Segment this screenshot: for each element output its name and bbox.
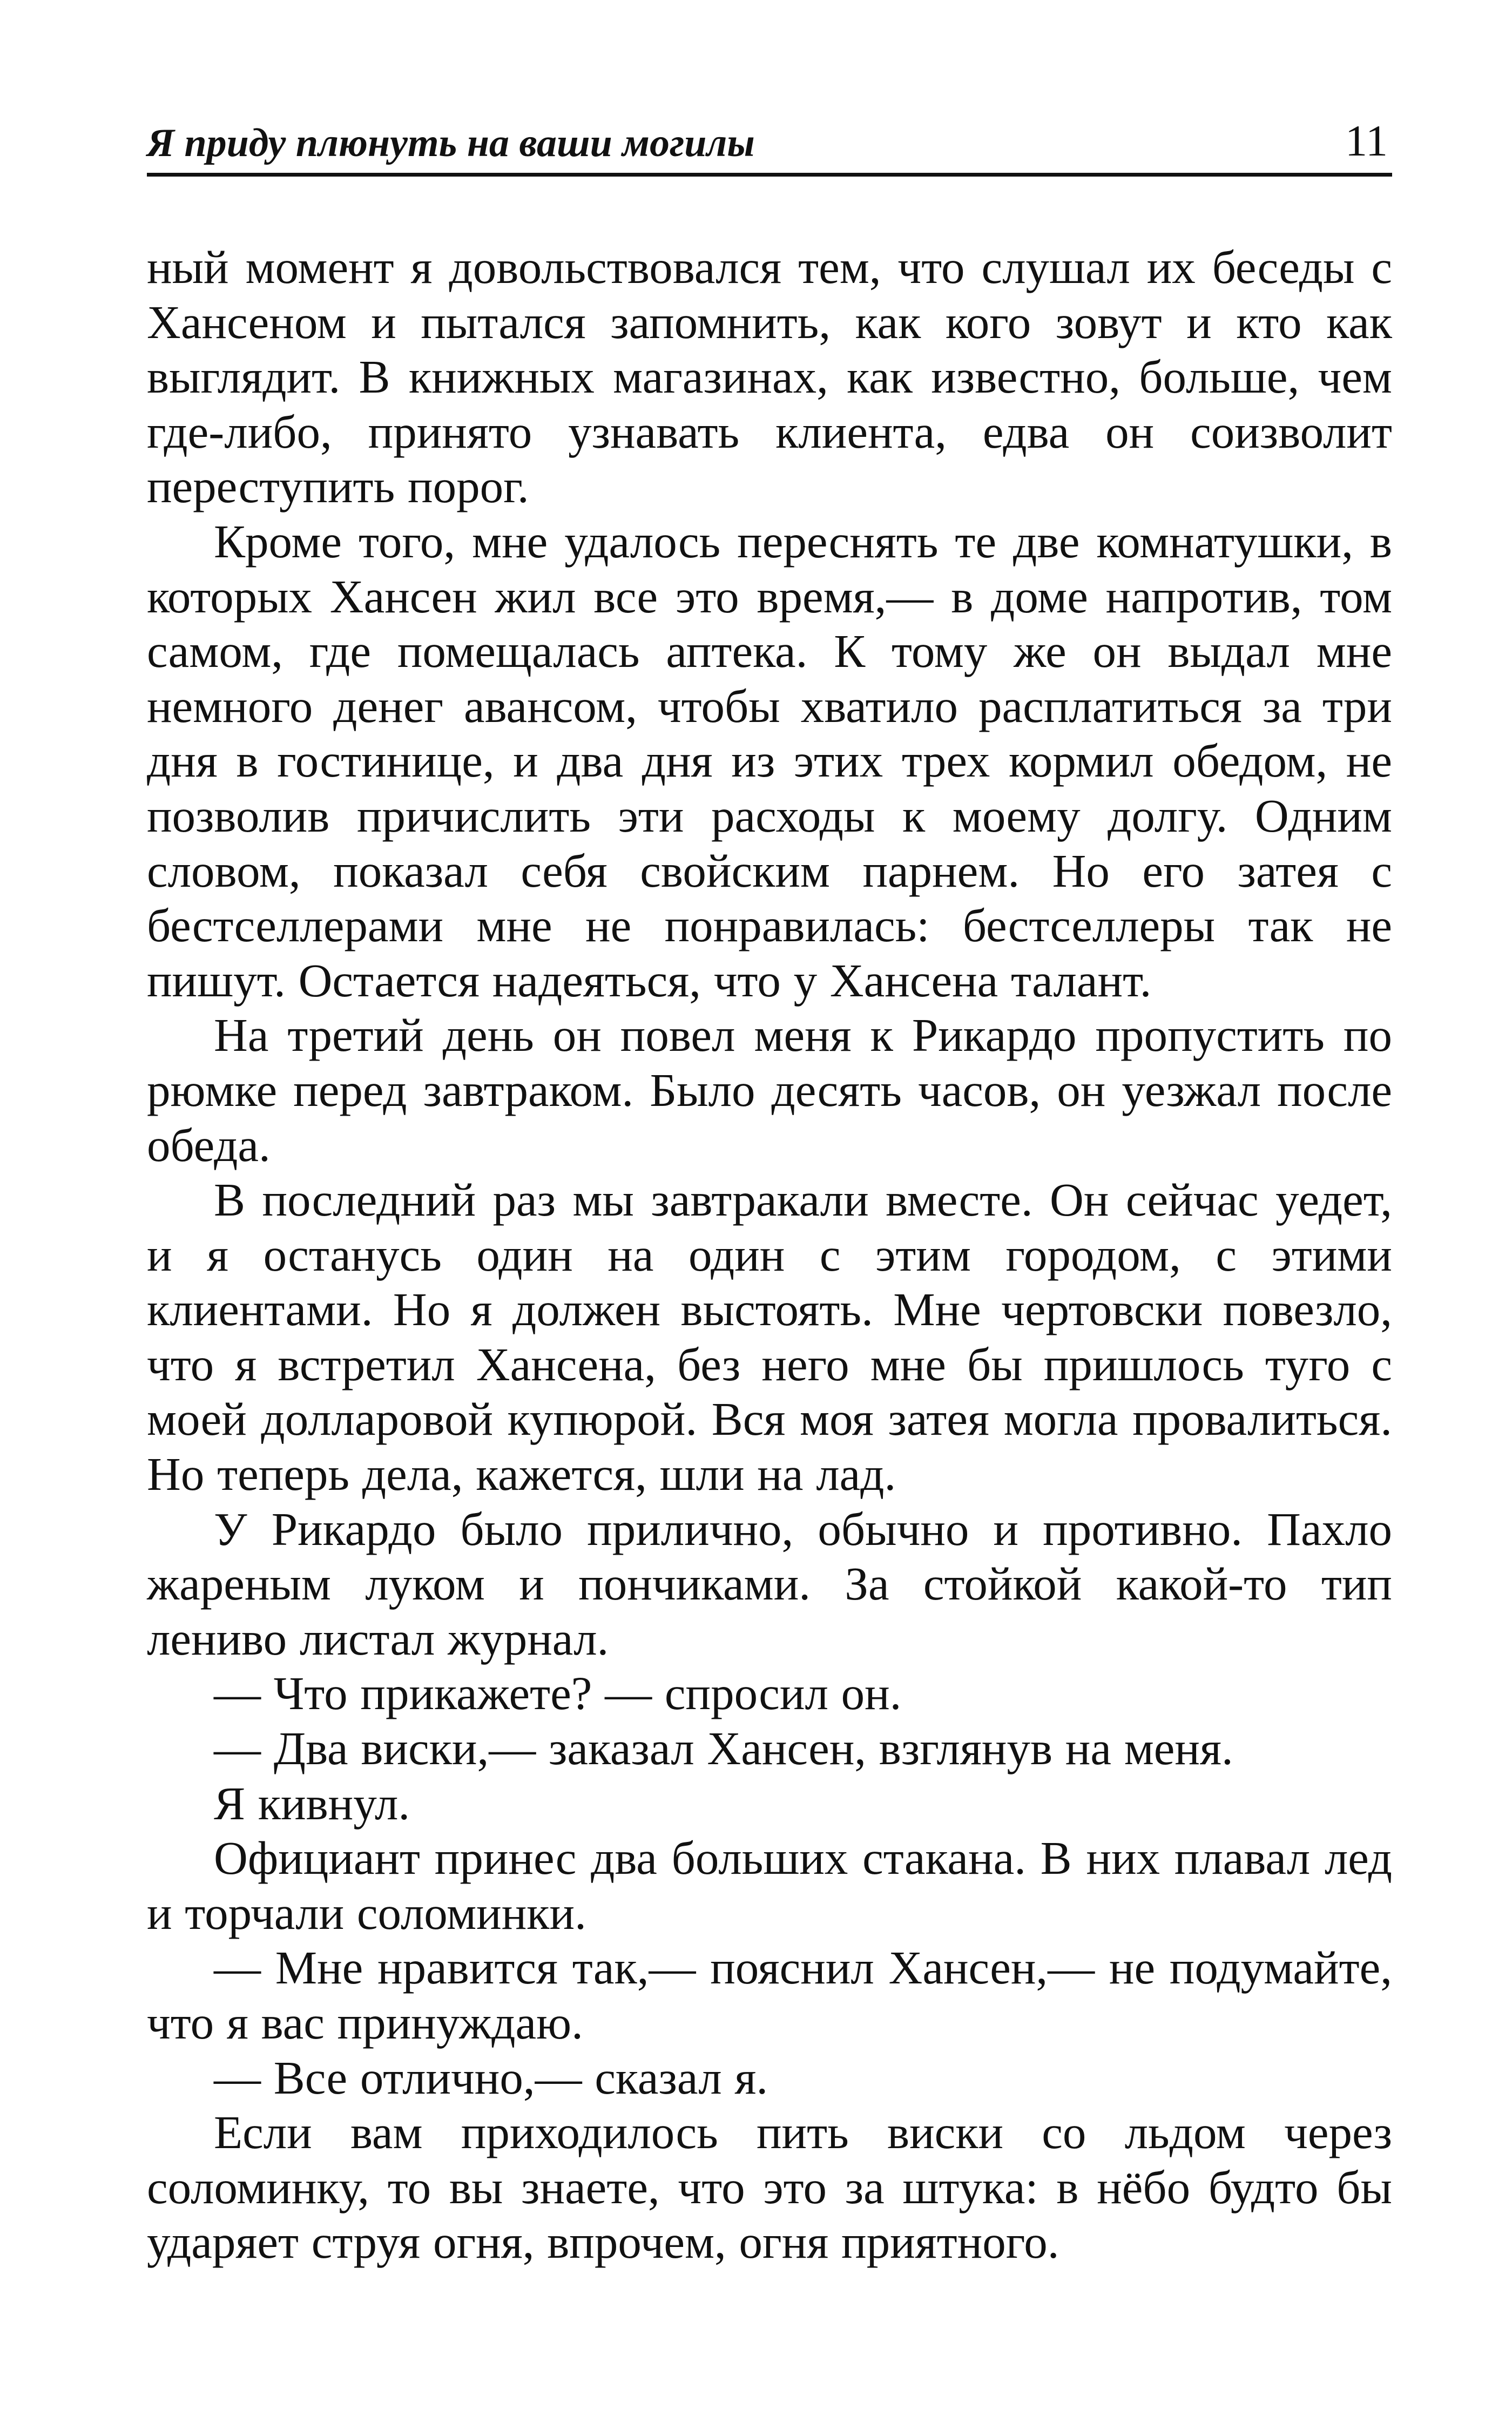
- running-head: [147, 103, 1392, 177]
- paragraph: У Рикардо было прилично, обычно и противно. Пахло жареным луком и пончиками. За стойкой какой-то тип лениво листал журнал.: [147, 1502, 1392, 1665]
- paragraph: В последний раз мы завтракали вместе. Он сейчас уедет, и я останусь один на один с этим городом, с этими клиентами. Но я должен выстоять. Мне чертовски повезло, что я встретил Хансена, без него мне бы пришлось туго с моей долларовой купюрой. Вся моя затея могла провалиться. Но теперь дела, кажется, шли на лад.: [147, 1173, 1392, 1501]
- dialogue-line: — Мне нравится так,— пояснил Хансен,— не подумайте, что я вас принуждаю.: [147, 1941, 1392, 2049]
- body-text: [147, 240, 1392, 2270]
- paragraph: Официант принес два больших стакана. В них плавал лед и торчали соломинки.: [147, 1832, 1392, 1939]
- dialogue-line: — Что прикажете? — спросил он.: [214, 1667, 902, 1720]
- running-title: Я приду плюнуть на ваши могилы: [147, 121, 755, 165]
- paragraph: Если вам приходилось пить виски со льдом через соломинку, то вы знаете, что это за штука: в нёбо будто бы ударяет струя огня, впрочем, огня приятного.: [147, 2106, 1392, 2269]
- paragraph: Я кивнул.: [214, 1777, 410, 1830]
- paragraph: На третий день он повел меня к Рикардо пропустить по рюмке перед завтраком. Было десять часов, он уезжал после обеда.: [147, 1009, 1392, 1171]
- paragraph: Кроме того, мне удалось переснять те две комнатушки, в которых Хансен жил все это время,— в доме напротив, том самом, где помещалась аптека. К тому же он выдал мне немного денег авансом, чтобы хватило расплатиться за три дня в гостинице, и два дня из этих трех кормил обедом, не позволив причислить эти расходы к моему долгу. Одним словом, показал себя свойским парнем. Но его затея с бестселлерами мне не понравилась: бестселлеры так не пишут. Остается надеяться, что у Хансена талант.: [147, 515, 1392, 1007]
- paragraph: ный момент я довольствовался тем, что слушал их беседы с Хансеном и пытался запомнить, как кого зовут и кто как выглядит. В книжных магазинах, как известно, больше, чем где-либо, принято узнавать клиента, едва он соизволит переступить порог.: [147, 241, 1392, 513]
- dialogue-line: — Все отлично,— сказал я.: [214, 2051, 768, 2104]
- dialogue-line: — Два виски,— заказал Хансен, взглянув на меня.: [214, 1722, 1233, 1775]
- page-number: 11: [1345, 116, 1388, 165]
